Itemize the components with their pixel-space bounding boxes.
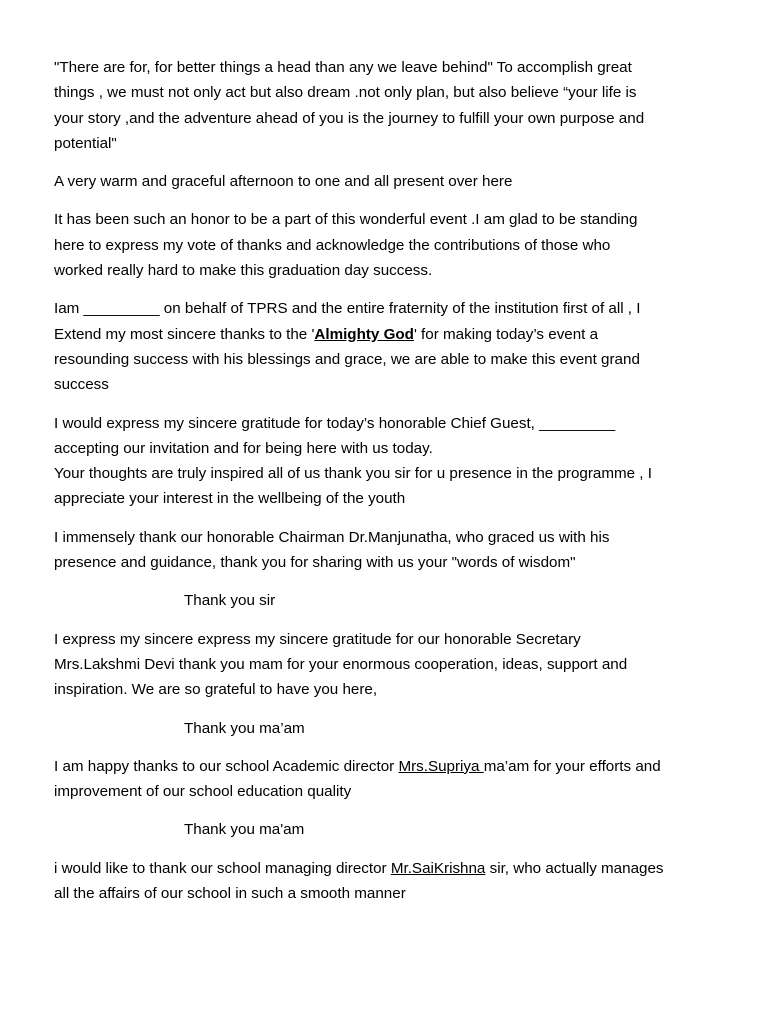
paragraph-managing-director [54,856,714,907]
text-line: I am happy thanks to our school Academic director [54,757,399,775]
text-line: i would like to thank our school managing director [54,859,391,877]
paragraph-secretary [54,627,714,703]
paragraph-chairman [54,525,714,576]
text-line: accepting our invitation and for being here with us today. [54,439,433,457]
thank-you-sir [54,588,714,613]
text-line: resounding success with his blessings and grace, we are able to make this event grand [54,350,640,368]
supriya-link[interactable]: Mrs.Supriya [398,757,484,775]
text-line: A very warm and graceful afternoon to one and all present over here [54,173,513,191]
text-line: Your thoughts are truly inspired all of us thank you sir for u presence in the programme , I [54,465,652,483]
text-line: I immensely thank our honorable Chairman Dr.Manjunatha, who graced us with his [54,528,610,546]
text-line: Iam _________ on behalf of TPRS and the entire fraternity of the institution first of all , I [54,300,641,318]
text-line: worked really hard to make this graduation day success. [54,262,433,280]
text-line: here to express my vote of thanks and acknowledge the contributions of those who [54,236,611,254]
text-line: Thank you ma’am [184,719,305,737]
paragraph-greeting [54,169,714,194]
thank-you-maam-1 [54,716,714,741]
paragraph-chief-guest [54,411,714,512]
almighty-god-link[interactable]: Almighty God [314,325,414,343]
text-line: success [54,376,109,394]
paragraph-honor [54,207,714,283]
text-line: things , we must not only act but also dream .not only plan, but also believe “your life is [54,84,637,102]
text-line: I would express my sincere gratitude for today’s honorable Chief Guest, _________ [54,414,616,432]
paragraph-academic-director [54,754,714,805]
text-line: ' for making today’s event a [413,325,599,343]
text-line: Thank you ma'am [184,821,305,839]
text-line: appreciate your interest in the wellbeing of the youth [54,490,406,508]
text-line: your story ,and the adventure ahead of you is the journey to fulfill your own purpose and [54,109,645,127]
text-line: presence and guidance, thank you for sharing with us your "words of wisdom" [54,554,576,572]
speech-document [54,55,714,906]
text-line: Extend my most sincere thanks to the ' [54,325,315,343]
text-line: sir, who actually manages [485,859,664,877]
text-line: Thank you sir [184,592,276,610]
text-line: It has been such an honor to be a part of this wonderful event .I am glad to be standing [54,211,638,229]
text-line: inspiration. We are so grateful to have you here, [54,681,378,699]
thank-you-maam-2 [54,817,714,842]
text-line: "There are for, for better things a head than any we leave behind" To accomplish great [54,59,632,76]
text-line: improvement of our school education quality [54,783,352,801]
text-line: I express my sincere express my sincere gratitude for our honorable Secretary [54,630,581,648]
text-line: all the affairs of our school in such a smooth manner [54,885,406,903]
saikrishna-link[interactable]: Mr.SaiKrishna [390,859,486,877]
text-line: potential" [54,134,117,152]
text-line: ma’am for your efforts and [483,757,661,775]
paragraph-quote [54,55,714,156]
paragraph-almighty [54,296,714,397]
text-line: Mrs.Lakshmi Devi thank you mam for your enormous cooperation, ideas, support and [54,655,628,673]
